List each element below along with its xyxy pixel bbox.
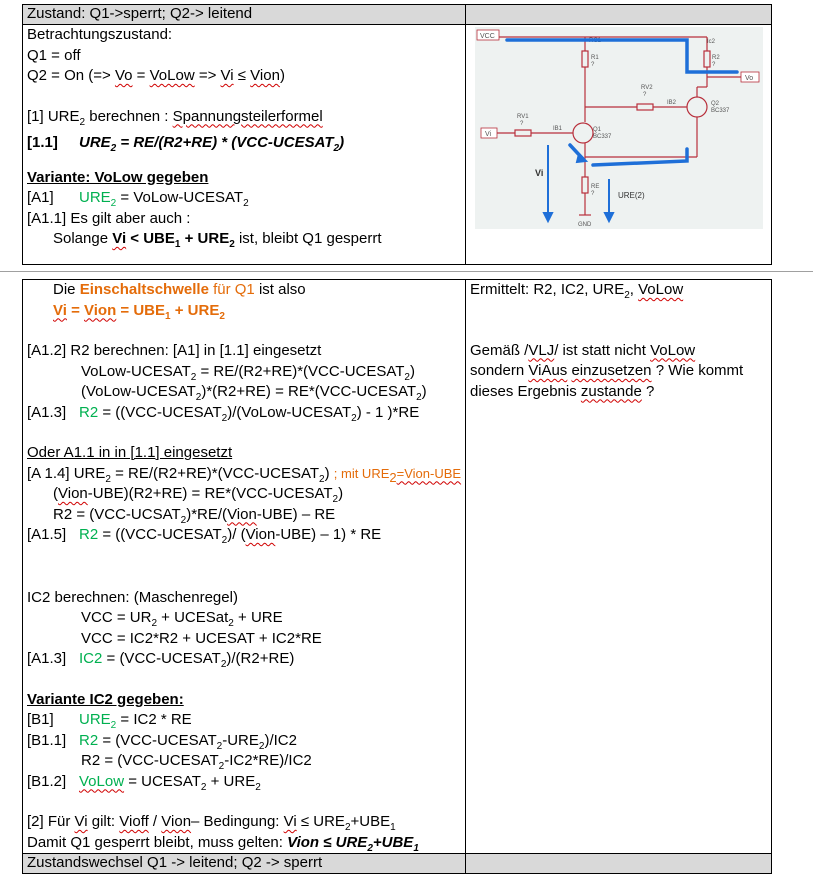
rc1-label: RC1 — [589, 38, 602, 44]
next-state-header: Zustandswechsel Q1 -> leitend; Q2 -> sperrt — [27, 854, 323, 871]
formula-a1-4-step1: (Vion-UBE)(R2+RE) = $RE*(VCC-UCESAT_2)$ — [53, 485, 344, 505]
bottom-content-row — [23, 280, 772, 854]
r2-value: ? — [712, 62, 716, 68]
formula-a1-1: [A1.1] Es gilt aber auch : — [27, 209, 191, 227]
next-state-cell — [23, 854, 466, 874]
q2-label: Q2 — [711, 101, 720, 107]
formula-a1: [A1] $URE_2$ = VoLow-$UCESAT_2$ — [27, 189, 249, 209]
rv2-label: RV2 — [641, 85, 653, 91]
ic2-label: Ic2 — [707, 39, 716, 45]
variant-ic2-title: Variante IC2 gegeben: — [27, 690, 184, 708]
ic2-formula-a1-3: [A1.3] $IC2 = (VCC-UCESAT_2)/(R2+RE)$ — [27, 650, 295, 670]
q1-state: Q1 = off — [27, 46, 81, 64]
formula-a1-4: [A 1.4] $URE_2$ = $RE/(R2+RE)*(VCC-UCESAT_2)$ ; mit $URE_2=Vion$-UBE — [27, 464, 462, 485]
condition-2: [2] Für Vi gilt: Vioff / Vion– Bedingung: $Vi \le URE_2+UBE_1$ — [27, 813, 396, 833]
vion-formula: Vi = Vion = $UBE_1 + URE_2$ — [53, 301, 225, 322]
formula-a1-3: [A1.3] $R2 = ((VCC-UCESAT_2)/(VoLow-UCESAT_2) - 1$ )*RE — [27, 403, 420, 424]
formula-1-1: [1.1] $URE_2 = RE/(R2+RE)$ * $(VCC-UCESAT_2)$ — [27, 134, 345, 154]
header-row — [23, 5, 772, 25]
vcc-label: VCC — [480, 33, 495, 40]
vo-port-label: Vo — [745, 75, 754, 82]
consideration-title: Betrachtungszustand: — [27, 26, 173, 43]
q2-type: BC337 — [711, 108, 730, 114]
variant-volow-title: Variante: VoLow gegeben — [27, 168, 209, 186]
formula-a1-4-step2: $R2 = (VCC-UCSAT_2)*RE/(Vion-UBE)$ – RE — [53, 505, 336, 526]
r2-label: R2 — [712, 55, 720, 61]
q1-label: Q1 — [593, 127, 602, 133]
next-state-row — [23, 854, 772, 874]
formula-a1-2-step2: $(VoLow-UCESAT_2)*(R2+RE)$ = $RE*(VCC-UCESAT_2)$ — [81, 383, 427, 403]
threshold-line: Die Einschaltschwelle für Q1 ist also — [53, 281, 306, 298]
ure2-heading: [1] $URE_2$ berechnen : Spannungsteilerformel — [27, 107, 323, 128]
bottom-right-cell — [466, 280, 772, 854]
condition-line: Solange $Vi < UBE_1 + URE_2$ ist, bleibt Q1 gesperrt — [53, 230, 382, 250]
top-left-cell — [23, 25, 466, 265]
conclusion-line: Damit Q1 gesperrt bleibt, muss gelten: Vion ≤ $URE_2+UBE_1$ — [27, 833, 419, 854]
vi-port-label: Vi — [485, 131, 492, 138]
alt-substitution-title: Oder A1.1 in in [1.1] eingesetzt — [27, 444, 233, 461]
formula-b1-1: [B1.1] $R2 = (VCC-UCESAT_2-URE_2)/IC2$ — [27, 731, 297, 752]
re-value: ? — [591, 191, 595, 197]
next-state-right-cell — [466, 854, 772, 874]
bottom-left-cell — [23, 280, 466, 854]
formula-a1-5: [A1.5] $R2 = ((VCC-UCESAT_2)/$ (Vion-UBE) – 1) * RE — [27, 526, 382, 546]
rv2-value: ? — [643, 92, 647, 98]
re-label: RE — [591, 184, 600, 190]
ib2-label: IB2 — [667, 100, 677, 106]
rv1-value: ? — [520, 121, 524, 127]
formula-a1-2: [A1.2] R2 berechnen: [A1] in [1.1] eingesetzt — [27, 342, 322, 359]
r1-label: R1 — [591, 55, 599, 61]
q1-type: BC337 — [593, 134, 612, 140]
state-header-cell — [23, 5, 466, 25]
rv1-label: RV1 — [517, 114, 529, 120]
formula-b1: [B1] $URE_2 = IC2$ * RE — [27, 711, 192, 731]
page-separator — [0, 271, 813, 272]
note-line-3: dieses Ergebnis zustande ? — [470, 382, 655, 400]
ic2-title: IC2 berechnen: (Maschenregel) — [27, 588, 238, 606]
ic2-step1: VCC = $UR_2$ + UCESat$_2$ + URE — [81, 609, 283, 629]
header-right-cell — [466, 5, 772, 25]
bottom-table — [22, 279, 772, 874]
note-line-1: Gemäß /VLJ/ ist statt nicht VoLow — [470, 341, 696, 359]
q2-state: Q2 = On (=> Vo = VoLow => Vi ≤ Vion) — [27, 67, 285, 84]
circuit-schematic — [475, 27, 763, 229]
note-line-2: sondern ViAus einzusetzen ? Wie kommt — [470, 362, 744, 379]
gnd-label: GND — [578, 222, 592, 228]
ure2-arrow-label: URE(2) — [618, 191, 645, 200]
vi-arrow-label: Vi — [535, 168, 544, 178]
ib1-label: IB1 — [553, 126, 563, 132]
determined-values: Ermittelt: R2, IC2, $URE_2$, VoLow — [470, 281, 684, 301]
ic2-step2: VCC = IC2*R2 + UCESAT + IC2*RE — [81, 629, 322, 647]
r1-value: ? — [591, 62, 595, 68]
formula-a1-2-step1: VoLow-$UCESAT_2$ = $RE/(R2+RE)*(VCC-UCESAT_2)$ — [81, 362, 415, 383]
state-header: Zustand: Q1->sperrt; Q2-> leitend — [27, 5, 253, 22]
formula-b1-1-alt: $R2 = (VCC-UCESAT_2-IC2*RE)/IC2$ — [81, 752, 312, 772]
formula-b1-2: [B1.2] VoLow = $UCESAT_2 + URE_2$ — [27, 772, 261, 793]
